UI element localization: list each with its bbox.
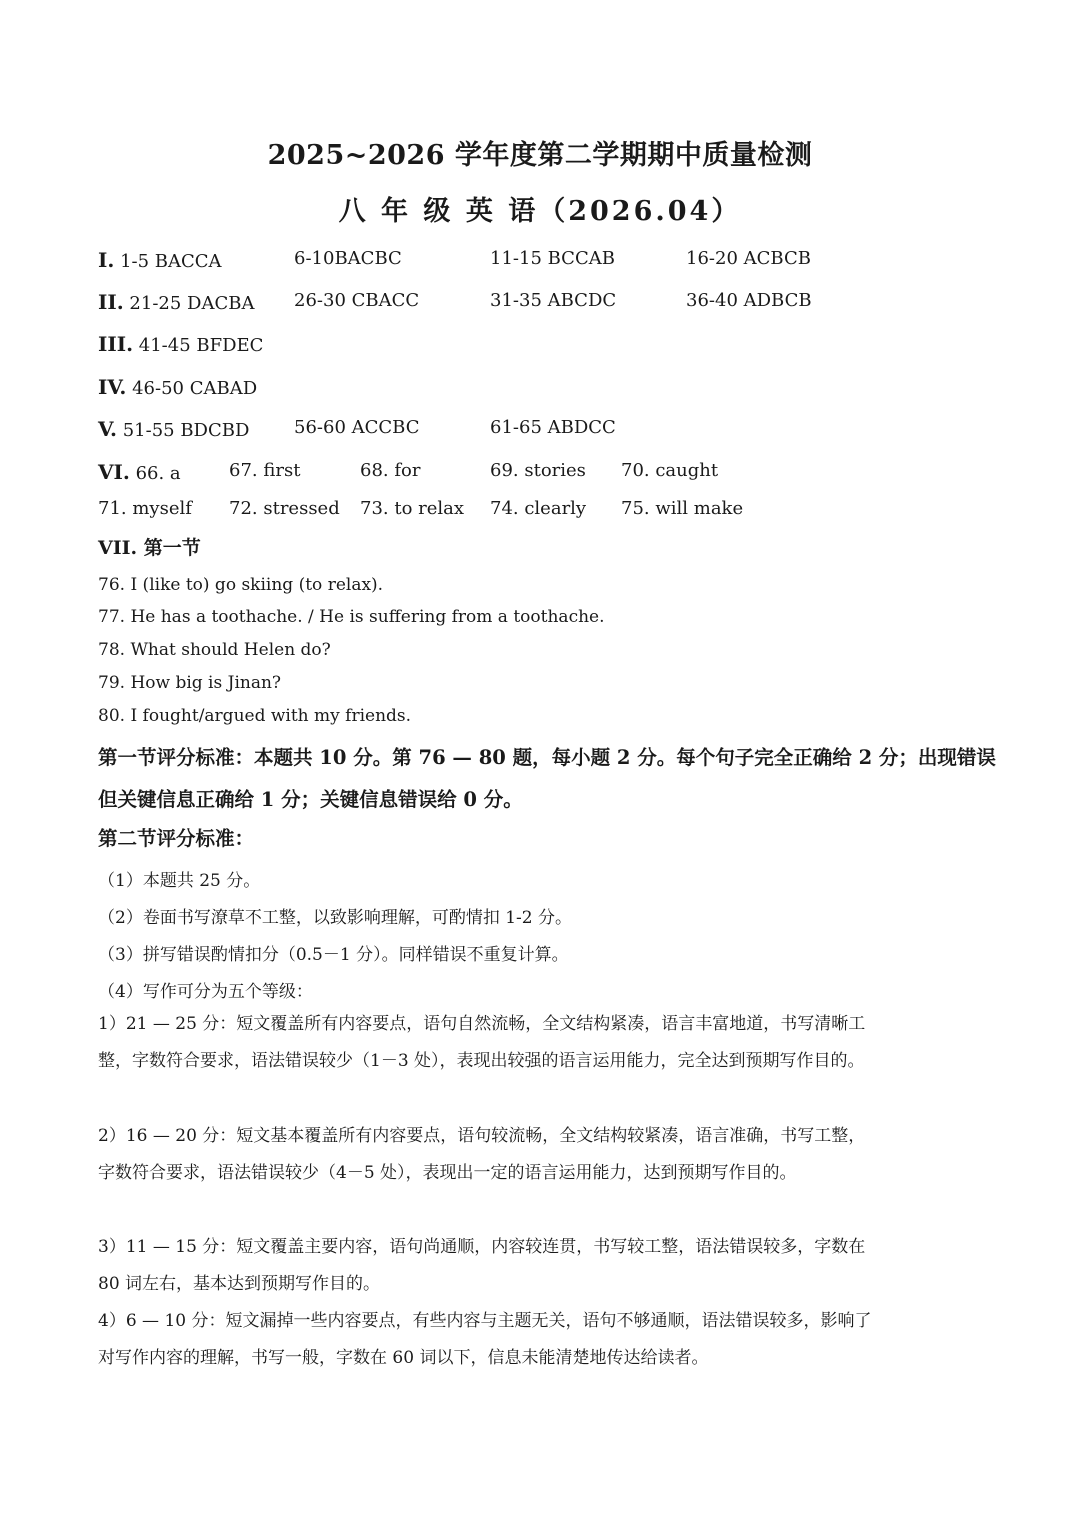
answer-item: 74. clearly — [490, 498, 587, 519]
answer-text: 21-25 DACBA — [129, 293, 255, 314]
answer-group — [98, 332, 263, 356]
answer-item: 69. stories — [490, 460, 586, 481]
answer-item: 72. stressed — [229, 498, 340, 519]
scoring-criteria-part1: 第一节评分标准：本题共 10 分。第 76 — 80 题，每小题 2 分。每个句子完全正确给 2 分；出现错误但关键信息正确给 1 分；关键信息错误给 0 分。 — [98, 746, 996, 811]
answer-text: 66. a — [135, 463, 181, 484]
answer-item: 67. first — [229, 460, 301, 481]
answer-group: 36-40 ADBCB — [686, 290, 812, 311]
page-title: 2025~2026 学年度第二学期期中质量检测 — [267, 140, 813, 171]
answer-group: 11-15 BCCAB — [490, 248, 615, 269]
answer-item: 71. myself — [98, 498, 192, 519]
answer-text: 41-45 BFDEC — [138, 335, 264, 356]
answer-group — [98, 417, 249, 441]
page-subtitle: 八 年 级 英 语（2026.04） — [338, 196, 742, 227]
answer-item: 73. to relax — [360, 498, 465, 519]
section-label: I. — [98, 248, 115, 272]
criteria-item: （1）本题共 25 分。 — [98, 871, 261, 891]
answer-group: 26-30 CBACC — [294, 290, 420, 311]
answer-group: 16-20 ACBCB — [686, 248, 811, 269]
section-label: IV. — [98, 375, 127, 399]
criteria-item: （2）卷面书写潦草不工整，以致影响理解，可酌情扣 1-2 分。 — [98, 908, 572, 928]
answer-sentence: 76. I (like to) go skiing (to relax). — [98, 575, 384, 595]
answer-item: 75. will make — [621, 498, 744, 519]
answer-group: 61-65 ABDCC — [490, 417, 616, 438]
answer-text: 46-50 CABAD — [132, 378, 258, 399]
grade-level: 3）11 — 15 分：短文覆盖主要内容，语句尚通顺，内容较连贯，书写较工整，语法错误较多，字数在 80 词左右，基本达到预期写作目的。 — [98, 1237, 866, 1294]
section-label: V. — [98, 417, 117, 441]
answer-group — [98, 248, 222, 272]
answer-sentence: 78. What should Helen do? — [98, 640, 331, 660]
answer-group: 6-10BACBC — [294, 248, 402, 269]
answer-sentence: 77. He has a toothache. / He is suffering from a toothache. — [98, 607, 605, 627]
section-heading: VII. 第一节 — [98, 537, 201, 559]
section-label: II. — [98, 290, 124, 314]
grade-level: 2）16 — 20 分：短文基本覆盖所有内容要点，语句较流畅，全文结构较紧凑，语言准确，书写工整，字数符合要求，语法错误较少（4－5 处），表现出一定的语言运用能力，达到预期写作目的。 — [98, 1126, 866, 1183]
answer-text: 1-5 BACCA — [120, 251, 222, 272]
answer-item — [98, 460, 181, 484]
answer-text: 51-55 BDCBD — [122, 420, 250, 441]
answer-sentence: 79. How big is Jinan? — [98, 673, 282, 693]
grade-level: 4）6 — 10 分：短文漏掉一些内容要点，有些内容与主题无关，语句不够通顺，语法错误较多，影响了对写作内容的理解，书写一般，字数在 60 词以下，信息未能清楚地传达给读者。 — [98, 1311, 872, 1368]
answer-group: 31-35 ABCDC — [490, 290, 617, 311]
criteria-item: （4）写作可分为五个等级： — [98, 982, 313, 1002]
answer-group — [98, 290, 254, 314]
criteria-item: （3）拼写错误酌情扣分（0.5－1 分）。同样错误不重复计算。 — [98, 945, 569, 965]
answer-sentence: 80. I fought/argued with my friends. — [98, 706, 412, 726]
grade-level: 1）21 — 25 分：短文覆盖所有内容要点，语句自然流畅，全文结构紧凑，语言丰富地道，书写清晰工整，字数符合要求，语法错误较少（1－3 处），表现出较强的语言运用能力，完全达到预期写作目的。 — [98, 1014, 866, 1071]
section-label: VI. — [98, 460, 130, 484]
scoring-criteria-part2-heading: 第二节评分标准： — [98, 827, 255, 850]
section-label: III. — [98, 332, 134, 356]
answer-item: 70. caught — [621, 460, 719, 481]
answer-item: 68. for — [360, 460, 421, 481]
answer-group: 56-60 ACCBC — [294, 417, 420, 438]
answer-group — [98, 375, 257, 399]
